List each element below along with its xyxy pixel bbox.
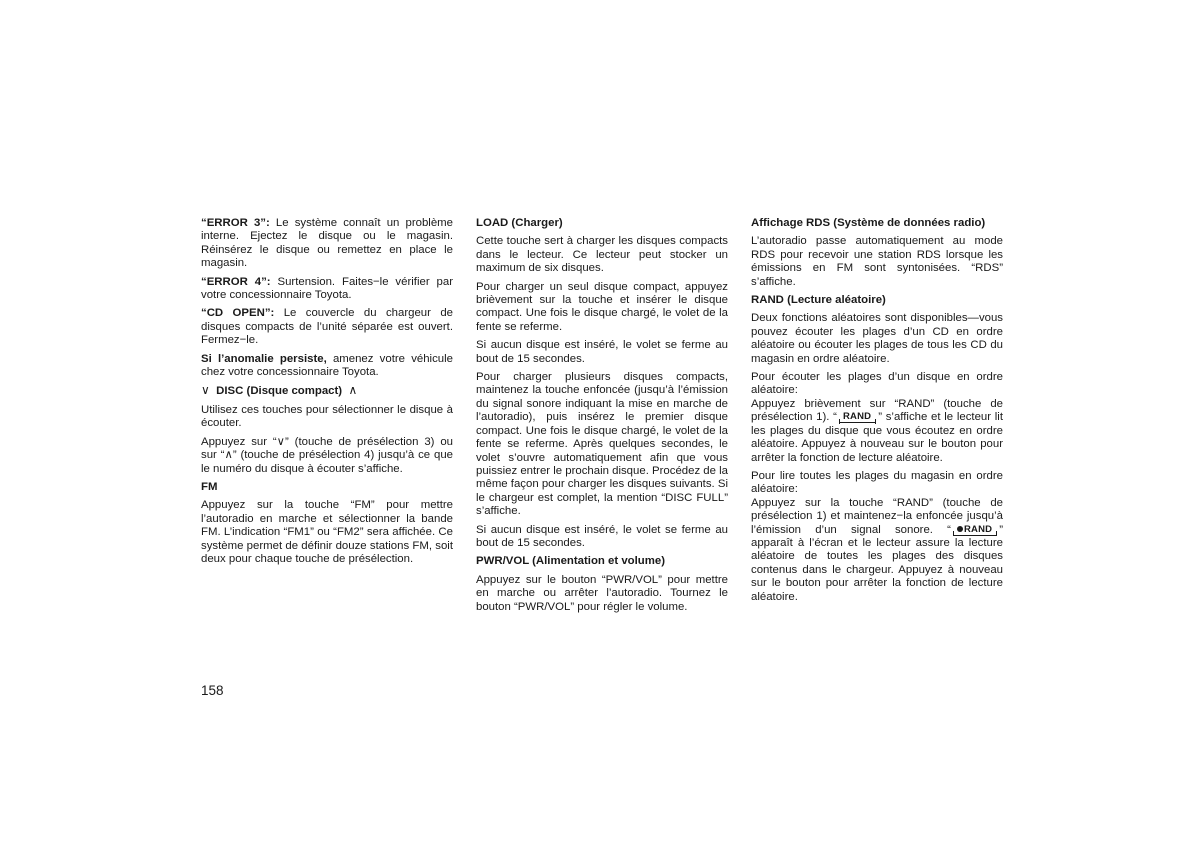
rand-disc-indicator-icon [953,525,997,536]
rand-p3-text-b: ” apparaît à l’écran et le lecteur assure la lecture aléatoire de toutes les plages des disques contenus dans le chargeur. Appuyez à nouveau sur le bouton pour arrêter la fonction de lecture aléatoire. [751,523,1003,603]
rand-paragraph-3 [751,470,1003,604]
rand-p3-intro: Pour lire toutes les plages du magasin en ordre aléatoire: [751,469,1003,496]
pwr-paragraph: Appuyez sur le bouton “PWR/VOL” pour mettre en marche ou arrêter l’autoradio. Tournez le bouton “PWR/VOL” pour régler le volume. [476,573,728,613]
page-number: 158 [201,683,224,698]
up-arrow-icon: ∧ [348,383,358,398]
rand-disc-indicator-label: RAND [963,523,993,535]
load-paragraph-2: Pour charger un seul disque compact, appuyez brièvement sur la touche et insérer le disque compact. Une fois le disque chargé, le volet de la fente se referme. [476,280,728,333]
load-paragraph-4: Pour charger plusieurs disques compacts, maintenez la touche enfoncée (jusqu’à l’émission du signal sonore indiquant la mise en marche de l’autoradio), puis insérez le premier disque compact. Une fois le disque chargé, le volet de la fente se referme. Après quelques secondes, le volet s’ouvre automatiquement afin que vous puissiez entrer le prochain disque. Procédez de la même façon pour charger les disques suivants. Si le chargeur est complet, la mention “DISC FULL” s’affiche. [476,371,729,518]
rand-paragraph-2 [751,371,1003,465]
rand-heading: RAND (Lecture aléatoire) [751,294,886,307]
rand-p2-text-b: ” s’affiche et le lecteur lit les plages du disque que vous écoutez en ordre aléatoire. Appuyez à nouveau sur le bouton pour arrêter la fonction de lecture aléatoire. [751,411,1003,464]
fm-heading: FM [201,480,218,493]
disc-paragraph-1: Utilisez ces touches pour sélectionner le disque à écouter. [201,403,453,430]
cdopen-label: “CD OPEN”: [201,307,275,320]
persist-label: Si l’anomalie persiste, [201,352,327,365]
error3-text: Le système connaît un problème interne. Ejectez le disque ou le magasin. Réinsérez le disque ou remettez en place le magasin. [201,217,453,270]
pwr-heading: PWR/VOL (Alimentation et volume) [476,555,666,568]
error4-label: “ERROR 4”: [201,275,271,288]
disc-heading-label: DISC (Disque compact) [216,385,343,398]
persist-text: amenez votre véhicule chez votre concessionnaire Toyota. [201,352,453,379]
error4-paragraph [201,276,453,303]
down-arrow-icon: ∨ [201,383,210,398]
error4-text: Surtension. Faites−le vérifier par votre concessionnaire Toyota. [201,275,453,302]
rds-heading: Affichage RDS (Système de données radio) [751,217,986,229]
load-paragraph-1: Cette touche sert à charger les disques compacts dans le lecteur. Ce lecteur peut stocker un maximum de six disques. [476,235,728,275]
cdopen-paragraph [201,307,453,347]
load-paragraph-3: Si aucun disque est inséré, le volet se ferme au bout de 15 secondes. [476,339,728,365]
rand-indicator-icon: RAND [839,412,876,423]
fm-paragraph: Appuyez sur la touche “FM” pour mettre l’autoradio en marche et sélectionner la bande FM. L’indication “FM1” ou “FM2” sera affichée. Ce système permet de définir douze stations FM, soit deux pour chaque touche de présélection. [201,499,453,565]
disc-icon [957,526,963,532]
persist-paragraph [201,353,453,380]
rds-paragraph: L’autoradio passe automatiquement au mode RDS pour recevoir une station RDS lorsque les émissions en FM sont syntonisées. “RDS” s’affiche. [751,235,1003,288]
column-left [201,217,453,571]
rand-p2-intro: Pour écouter les plages d’un disque en ordre aléatoire: [751,371,1003,397]
rand-p2-text-a: Appuyez brièvement sur “RAND” (touche de présélection 1). “ [751,397,1003,424]
disc-heading [201,384,453,398]
error3-paragraph [201,217,453,271]
error3-label: “ERROR 3”: [201,217,270,229]
rand-p3-text-a: Appuyez sur la touche “RAND” (touche de présélection 1) et maintenez−la enfoncée jusqu’à l’émission d’un signal sonore. “ [751,496,1003,536]
load-heading: LOAD (Charger) [476,217,563,229]
cdopen-text: Le couvercle du chargeur de disques compacts de l’unité séparée est ouvert. Fermez−le. [201,307,453,347]
column-middle [476,217,728,619]
disc-paragraph-2: Appuyez sur “∨” (touche de présélection 3) ou sur “∧” (touche de présélection 4) jusqu’à ce que le numéro du disque à écouter s’affiche. [201,435,453,475]
column-right [751,217,1003,609]
load-paragraph-5: Si aucun disque est inséré, le volet se ferme au bout de 15 secondes. [476,523,728,549]
rand-paragraph-1: Deux fonctions aléatoires sont disponibles—vous pouvez écouter les plages d’un CD en ordre aléatoire ou écouter les plages de tous les CD du magasin en ordre aléatoire. [751,312,1003,365]
